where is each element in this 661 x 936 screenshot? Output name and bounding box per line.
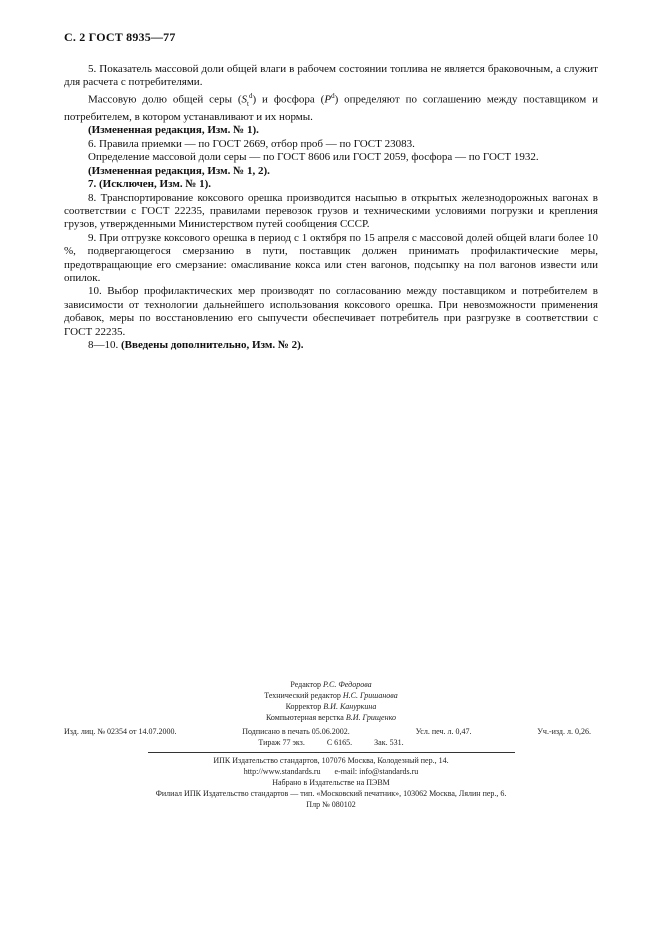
document-body	[64, 63, 598, 352]
publisher-contacts	[64, 766, 598, 777]
amendment-note-2: (Измененная редакция, Изм. № 1, 2).	[88, 164, 270, 177]
publication-details	[64, 726, 598, 748]
credit-tech-editor: Технический редактор Н.С. Гришанова	[264, 691, 398, 700]
paragraph-9: 9. При отгрузке коксового орешка в период с 1 октября по 15 апреля с массовой долей общей влаги более 10 %, подвергающегося смерзанию в пути, поставщик должен принимать профилактические меры, предотвращающие его смерзание: омасливание кокса или стен вагонов, подсыпку на пол вагонов извести или опилок.	[64, 231, 598, 284]
order-number: Зак. 531.	[374, 738, 404, 747]
credit-editor: Редактор Р.С. Федорова	[290, 680, 372, 689]
printing-license: Плр № 080102	[306, 800, 356, 809]
pub-sheets: Уч.-изд. л. 0,26.	[537, 727, 591, 736]
page-header: С. 2 ГОСТ 8935—77	[64, 30, 176, 44]
signed-date: Подписано в печать 05.06.2002.	[242, 727, 350, 736]
credits-block	[64, 679, 598, 723]
paragraph-8-10-note: 8—10. (Введены дополнительно, Изм. № 2).	[88, 338, 304, 351]
publisher-address: ИПК Издательство стандартов, 107076 Москва, Колодезный пер., 14.	[213, 756, 449, 765]
printing-branch: Филиал ИПК Издательство стандартов — тип. «Московский печатник», 103062 Москва, Лялин пер., 6.	[155, 789, 507, 798]
license-number: Изд. лиц. № 02354 от 14.07.2000.	[64, 727, 177, 736]
publication-line-1	[64, 726, 598, 737]
publisher-email: e-mail: info@standards.ru	[334, 767, 419, 776]
publisher-block	[64, 755, 598, 810]
paragraph-6: 6. Правила приемки — по ГОСТ 2669, отбор проб — по ГОСТ 23083.	[88, 137, 415, 150]
paragraph-determination: Определение массовой доли серы — по ГОСТ 8606 или ГОСТ 2059, фосфора — по ГОСТ 1932.	[88, 151, 539, 164]
colophon-divider	[148, 752, 515, 753]
paragraph-sulfur-phosphorus: Массовую долю общей серы $(S_t^d)$ и фосфора $(P^d)$ определяют по соглашению между поставщиком и потребителем, в котором устанавливают и их нормы.	[64, 91, 599, 124]
amendment-note-1: (Измененная редакция, Изм. № 1).	[88, 124, 259, 137]
print-sheets: Усл. печ. л. 0,47.	[415, 727, 472, 736]
publisher-website: http://www.standards.ru	[243, 767, 321, 776]
paragraph-10: 10. Выбор профилактических мер производят по согласованию между поставщиком и потребителем в зависимости от технологии дальнейшего использования коксового орешка. При невозможности применения добавок, меры по восстановлению его сыпучести обеспечивает потребитель при разгрузке в соответствии с ГОСТ 22235.	[64, 285, 598, 338]
typeset-note: Набрано в Издательстве на ПЭВМ	[272, 778, 390, 787]
credit-layout: Компьютерная верстка В.И. Грищенко	[265, 713, 397, 722]
credit-corrector: Корректор В.И. Кануркина	[285, 702, 377, 711]
paragraph-7: 7. (Исключен, Изм. № 1).	[88, 178, 212, 191]
paragraph-5: 5. Показатель массовой доли общей влаги в рабочем состоянии топлива не является браковочным, а служит для расчета с потребителями.	[64, 63, 598, 89]
print-code: С 6165.	[326, 738, 353, 747]
publication-line-2	[64, 737, 598, 748]
circulation: Тираж 77 экз.	[258, 738, 305, 747]
paragraph-8: 8. Транспортирование коксового орешка производится насыпью в открытых железнодорожных вагонах в соответствии с ГОСТ 22235, правилами перевозок грузов и техническими условиями погрузки и крепления грузов, утвержденными Министерством путей сообщения СССР.	[64, 191, 598, 231]
